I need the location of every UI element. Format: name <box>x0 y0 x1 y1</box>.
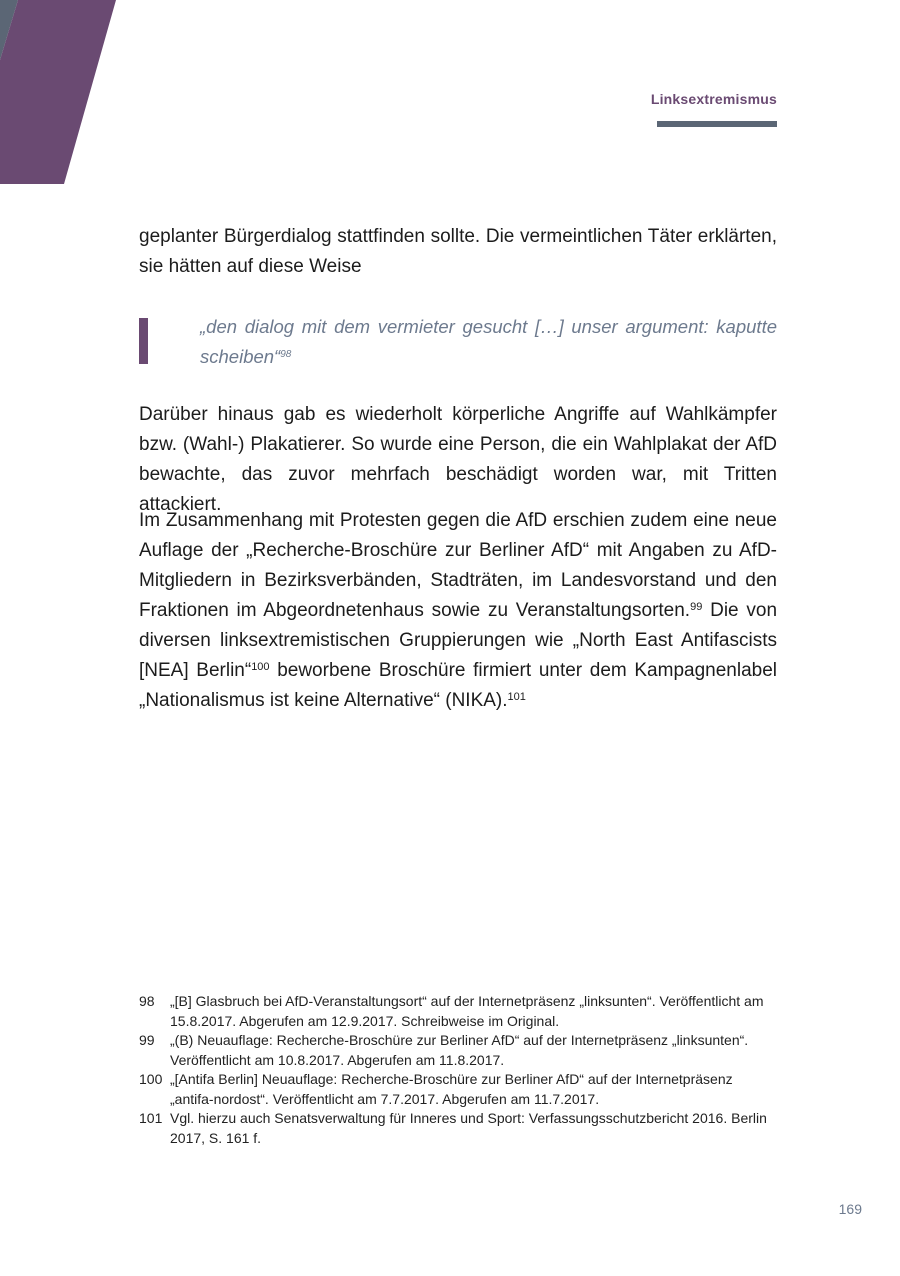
quote-text: „den dialog mit dem vermieter gesucht […] unser argument: kaputte scheiben“ <box>200 316 777 367</box>
footnote-text: „[B] Glasbruch bei AfD-Veranstaltungsort“ auf der Internetpräsenz „linksunten“. Veröffentlicht am 15.8.2017. Abgerufen am 12.9.2017. Schreibweise im Original. <box>170 993 764 1029</box>
paragraph-3-part-3: beworbene Broschüre firmiert unter dem Kampagnenlabel „Nationalismus ist keine Alternative“ (NIKA). <box>139 660 777 711</box>
footnote-number: 101 <box>139 1110 163 1126</box>
page-number: 169 <box>838 1201 862 1217</box>
paragraph-3-text <box>139 506 777 716</box>
paragraph-1-text: geplanter Bürgerdialog stattfinden sollte. Die vermeintlichen Täter erklärten, sie hätten auf diese Weise <box>139 226 777 277</box>
footnote-ref-99: 99 <box>690 601 703 613</box>
footnote-ref-101: 101 <box>507 691 526 703</box>
footnote-ref-98: 98 <box>280 349 292 360</box>
footnote-item <box>139 1070 777 1109</box>
section-title-rule <box>657 121 777 127</box>
footnote-item <box>139 992 777 1031</box>
corner-purple-band <box>0 0 116 184</box>
footnote-number: 100 <box>139 1071 163 1087</box>
footnote-ref-100: 100 <box>251 661 270 673</box>
footnote-item <box>139 1031 777 1070</box>
footnote-number: 98 <box>139 993 155 1009</box>
block-quote <box>200 312 777 372</box>
footnote-text: „(B) Neuauflage: Recherche-Broschüre zur Berliner AfD“ auf der Internetpräsenz „linksunten“. Veröffentlicht am 10.8.2017. Abgerufen am 11.8.2017. <box>170 1032 749 1068</box>
footnote-item <box>139 1109 777 1148</box>
paragraph-3-part-2: Die von diversen linksextremistischen Gruppierungen wie „North East Antifascists [NEA] Berlin“ <box>139 600 778 681</box>
section-title: Linksextremismus <box>650 91 777 107</box>
footnote-text: Vgl. hierzu auch Senatsverwaltung für Inneres und Sport: Verfassungsschutzbericht 2016. Berlin 2017, S. 161 f. <box>170 1110 767 1146</box>
paragraph-2 <box>139 400 777 520</box>
paragraph-1 <box>139 222 777 282</box>
quote-accent-bar <box>139 318 148 364</box>
footnote-number: 99 <box>139 1032 155 1048</box>
paragraph-3-part-1: Im Zusammenhang mit Protesten gegen die AfD erschien zudem eine neue Auflage der „Recherche-Broschüre zur Berliner AfD“ mit Angaben zu AfD-Mitgliedern in Bezirksverbänden, Stadträten, im Landesvorstand und den Fraktionen im Abgeordnetenhaus sowie zu Veranstaltungsorten. <box>139 510 777 621</box>
paragraph-2-text: Darüber hinaus gab es wiederholt körperliche Angriffe auf Wahlkämpfer bzw. (Wahl-) Plakatierer. So wurde eine Person, die ein Wahlplakat der AfD bewachte, das zuvor mehrfach beschädigt worden war, mit Tritten attackiert. <box>139 404 777 515</box>
footnotes <box>139 992 777 1148</box>
paragraph-3 <box>139 506 777 716</box>
corner-decoration <box>0 0 120 190</box>
footnote-text: „[Antifa Berlin] Neuauflage: Recherche-Broschüre zur Berliner AfD“ auf der Internetpräsenz „antifa-nordost“. Veröffentlicht am 7.7.2017. Abgerufen am 11.7.2017. <box>170 1071 733 1107</box>
